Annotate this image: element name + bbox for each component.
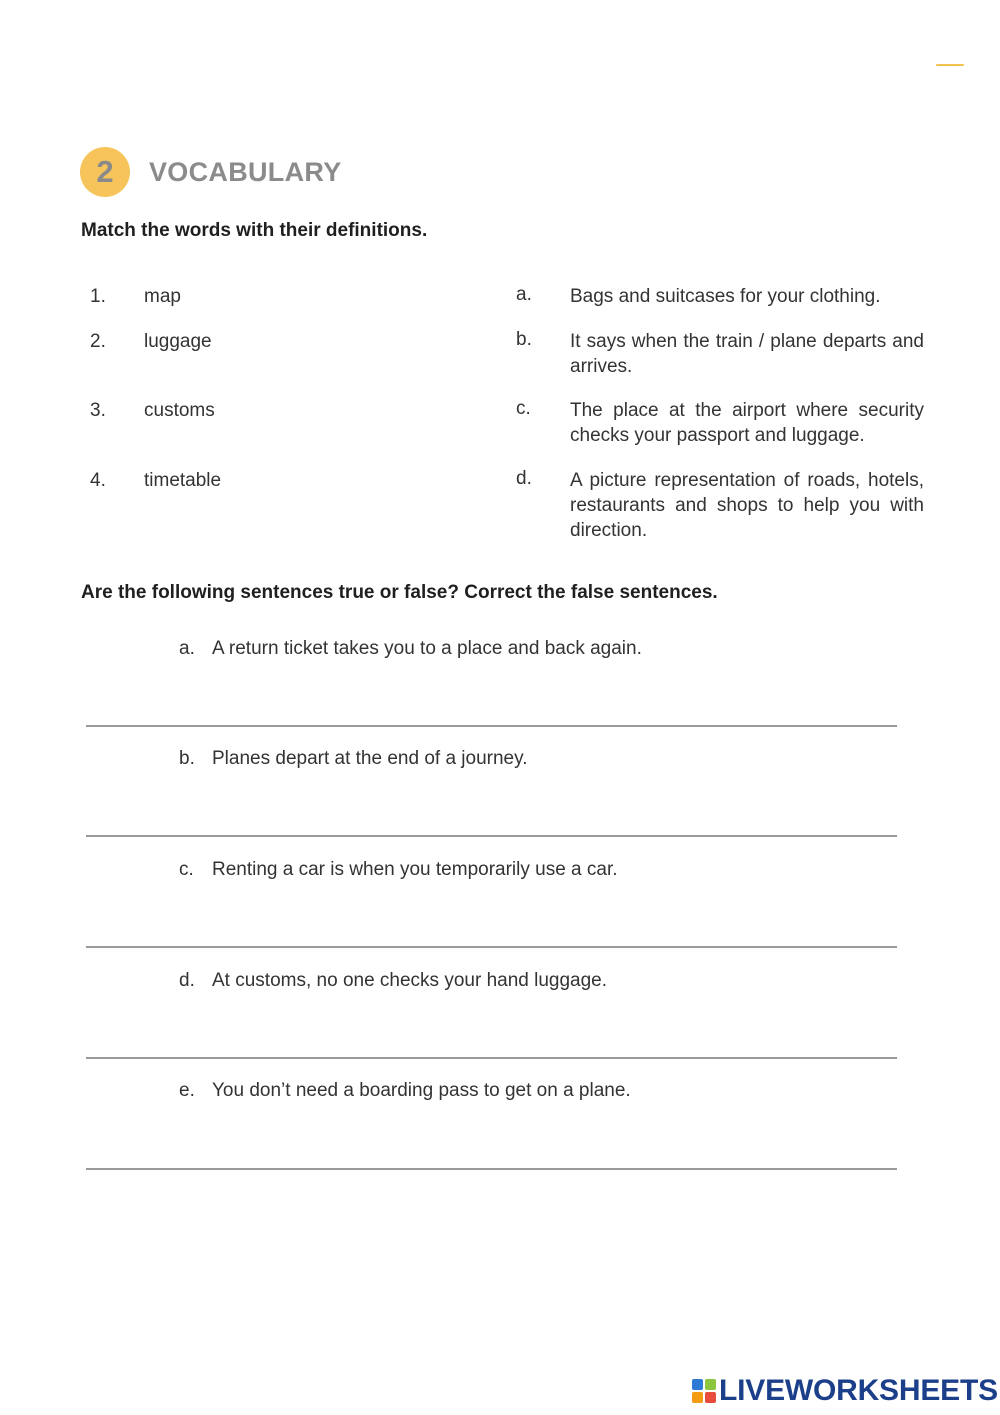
definition-text: A picture representation of roads, hotels, restaurants and shops to help you with direction. (570, 470, 924, 541)
sentence-letter: c. (179, 859, 194, 880)
sentence-text: At customs, no one checks your hand luggage. (212, 970, 608, 991)
definition-text: The place at the airport where security checks your passport and luggage. (570, 400, 924, 446)
sentence-text: A return ticket takes you to a place and back again. (212, 638, 642, 659)
definition-letter: b. (516, 329, 532, 350)
logo-tile (705, 1392, 716, 1403)
definition-item[interactable] (516, 468, 926, 543)
word-number: 3. (90, 400, 106, 421)
word-text: map (144, 286, 181, 307)
word-item[interactable] (90, 331, 212, 353)
logo-tile (705, 1379, 716, 1390)
liveworksheets-logo-icon (692, 1379, 716, 1403)
word-text: timetable (144, 470, 222, 491)
definition-letter: a. (516, 284, 532, 305)
matching-instruction: Match the words with their definitions. (81, 220, 428, 241)
true-false-sentence (179, 859, 618, 881)
word-number: 2. (90, 331, 106, 352)
corner-decoration (936, 64, 964, 66)
definition-item[interactable] (516, 398, 926, 448)
section-title: VOCABULARY (149, 156, 342, 187)
answer-line[interactable] (86, 835, 897, 837)
sentence-text: Renting a car is when you temporarily use a car. (212, 859, 618, 880)
logo-text: LIVEWORKSHEETS (719, 1374, 998, 1407)
logo-tile (692, 1392, 703, 1403)
answer-line[interactable] (86, 946, 897, 948)
definition-letter: c. (516, 398, 531, 419)
definition-item[interactable] (516, 284, 926, 309)
word-text: customs (144, 400, 215, 421)
true-false-instruction: Are the following sentences true or false? Correct the false sentences. (81, 582, 718, 603)
true-false-sentence (179, 970, 607, 992)
word-text: luggage (144, 331, 212, 352)
word-number: 4. (90, 470, 106, 491)
section-number-badge: 2 (80, 147, 130, 197)
section-header (80, 146, 342, 198)
sentence-letter: d. (179, 970, 195, 991)
answer-line[interactable] (86, 1168, 897, 1170)
word-item[interactable] (90, 400, 215, 422)
definition-letter: d. (516, 468, 532, 489)
definition-item[interactable] (516, 329, 926, 379)
answer-line[interactable] (86, 725, 897, 727)
sentence-text: You don’t need a boarding pass to get on a plane. (212, 1080, 631, 1101)
sentence-letter: b. (179, 748, 195, 769)
logo-tile (692, 1379, 703, 1390)
sentence-letter: e. (179, 1080, 195, 1101)
word-item[interactable] (90, 470, 221, 492)
liveworksheets-logo[interactable] (692, 1374, 998, 1408)
definition-text: Bags and suitcases for your clothing. (570, 286, 881, 307)
word-item[interactable] (90, 286, 181, 308)
true-false-sentence (179, 638, 642, 660)
definition-text: It says when the train / plane departs and arrives. (570, 331, 924, 377)
true-false-sentence (179, 1080, 631, 1102)
answer-line[interactable] (86, 1057, 897, 1059)
sentence-text: Planes depart at the end of a journey. (212, 748, 528, 769)
true-false-sentence (179, 748, 527, 770)
sentence-letter: a. (179, 638, 195, 659)
word-number: 1. (90, 286, 106, 307)
